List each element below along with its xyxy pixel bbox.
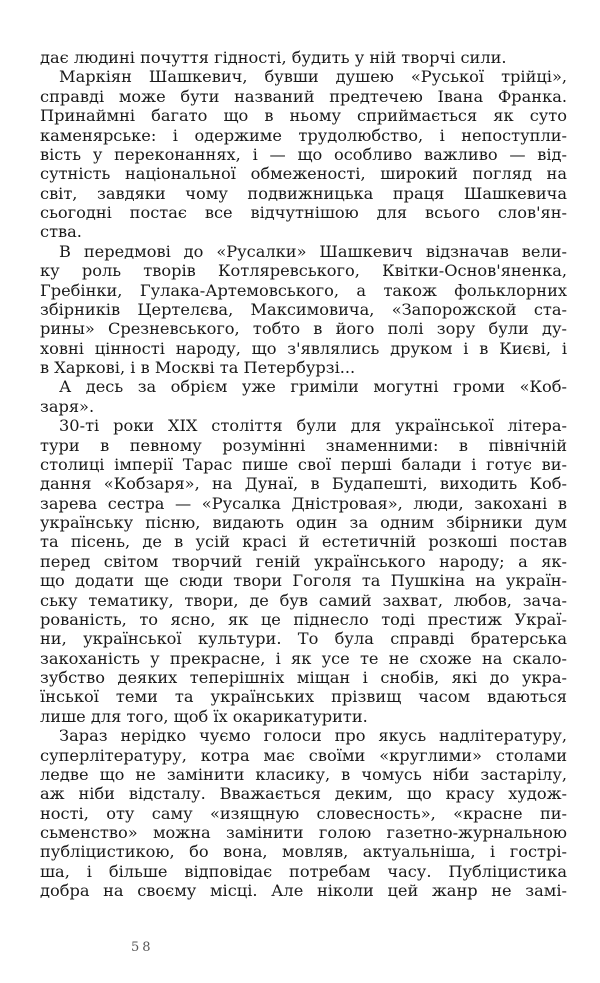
- text-line: публіцистикою, бо вона, мовляв, актуальніша, і гострі-: [40, 842, 567, 862]
- text-line: 30-ті роки XIX століття були для української літера-: [59, 416, 567, 436]
- text-line: Маркіян Шашкевич, бувши душею «Руської трійці»,: [59, 67, 567, 87]
- text-line: ни, української культури. То була справді братерська: [40, 629, 567, 649]
- text-line: що додати ще сюди твори Гоголя та Пушкіна на україн-: [40, 571, 567, 591]
- text-line: їнської теми та українських прізвищ часом вдаються: [40, 687, 567, 707]
- text-line: закоханість у прекрасне, і як усе те не схоже на скало-: [40, 648, 567, 668]
- paragraph: [40, 242, 567, 378]
- text-line: дає людині почуття гідності, будить у ній творчі сили.: [40, 48, 507, 67]
- text-line: справді може бути названий предтечею Івана Франка.: [40, 86, 567, 106]
- text-line: аж ніби відсталу. Вважається деким, що красу худож-: [40, 784, 567, 804]
- text-line: сьогодні постає все відчутнішою для всього слов'ян-: [40, 203, 567, 222]
- text-line: в Харкові, і в Москві та Петербурзі...: [40, 358, 356, 377]
- text-line: ховні цінності народу, що з'являлись друком і в Києві, і: [40, 338, 567, 358]
- text-line: каменярське: і одержиме трудолюбство, і непоступли-: [40, 125, 567, 145]
- text-line: столиці імперії Тарас пише свої перші балади і готує ви-: [40, 454, 567, 474]
- text-line: тури в певному розумінні знаменними: в північній: [40, 435, 567, 455]
- text-line: Гребінки, Гулака-Артемовського, а також фольклорних: [40, 280, 567, 300]
- text-line: зарева сестра — «Русалка Дністровая», люди, закохані в: [40, 493, 567, 513]
- text-line: ства.: [40, 222, 82, 242]
- text-line: українську пісню, видають один за одним збірники дум: [40, 513, 567, 532]
- text-line: ледве що не замінити класику, в чомусь ніби застарілу,: [40, 764, 567, 784]
- text-line: добра на своєму місці. Але ніколи цей жанр не замі-: [40, 881, 567, 901]
- text-line: В передмові до «Русалки» Шашкевич відзначав вели-: [59, 241, 567, 261]
- text-line: вість у переконаннях, і — що особливо важливо — від-: [40, 144, 567, 164]
- book-page-text: [40, 48, 567, 901]
- text-line: заря».: [40, 396, 95, 416]
- text-line: сьменство» можна замінити голою газетно-журнальною: [40, 823, 567, 842]
- paragraph: [40, 67, 567, 241]
- text-line: світ, завдяки чому подвижницька праця Шашкевича: [40, 183, 567, 203]
- text-line: та пісень, де в усій красі й естетичній розкоші постав: [40, 532, 567, 552]
- text-line: перед світом творчий геній українського народу; а як-: [40, 551, 567, 571]
- paragraph: [40, 377, 567, 416]
- text-line: Зараз нерідко чуємо голоси про якусь надлітературу,: [59, 726, 567, 746]
- text-line: ша, і більше відповідає потребам часу. Публіцистика: [40, 861, 567, 881]
- text-line: рованість, то ясно, як це піднесло тоді престиж Украї-: [40, 609, 567, 629]
- text-line: ську тематику, твори, де був самий захват, любов, зача-: [40, 590, 567, 610]
- page-number: 58: [131, 940, 154, 955]
- text-line: збірників Цертелєва, Максимовича, «Запорожской ста-: [40, 299, 567, 319]
- text-line: А десь за обрієм уже гриміли могутні громи «Коб-: [59, 377, 567, 397]
- text-line: Принаймні багато що в ньому сприймається як суто: [40, 106, 567, 126]
- text-line: лише для того, щоб їх окарикатурити.: [40, 706, 368, 726]
- text-line: ності, оту саму «изящную словесность», «красне пи-: [40, 803, 567, 823]
- paragraph: [40, 416, 567, 726]
- paragraph: [40, 726, 567, 900]
- text-line: суперлітературу, котра має своїми «круглими» столами: [40, 745, 567, 765]
- text-line: сутність національної обмеженості, широкий погляд на: [40, 164, 567, 184]
- text-line: зубство деяких теперішніх міщан і снобів, які до укра-: [40, 668, 567, 687]
- text-line: ку роль творів Котляревського, Квітки-Основ'яненка,: [40, 261, 567, 281]
- text-line: рины» Срезневського, тобто в його полі зору були ду-: [40, 319, 567, 339]
- text-line: дання «Кобзаря», на Дунаї, в Будапешті, виходить Коб-: [40, 474, 567, 494]
- paragraph: [40, 48, 567, 67]
